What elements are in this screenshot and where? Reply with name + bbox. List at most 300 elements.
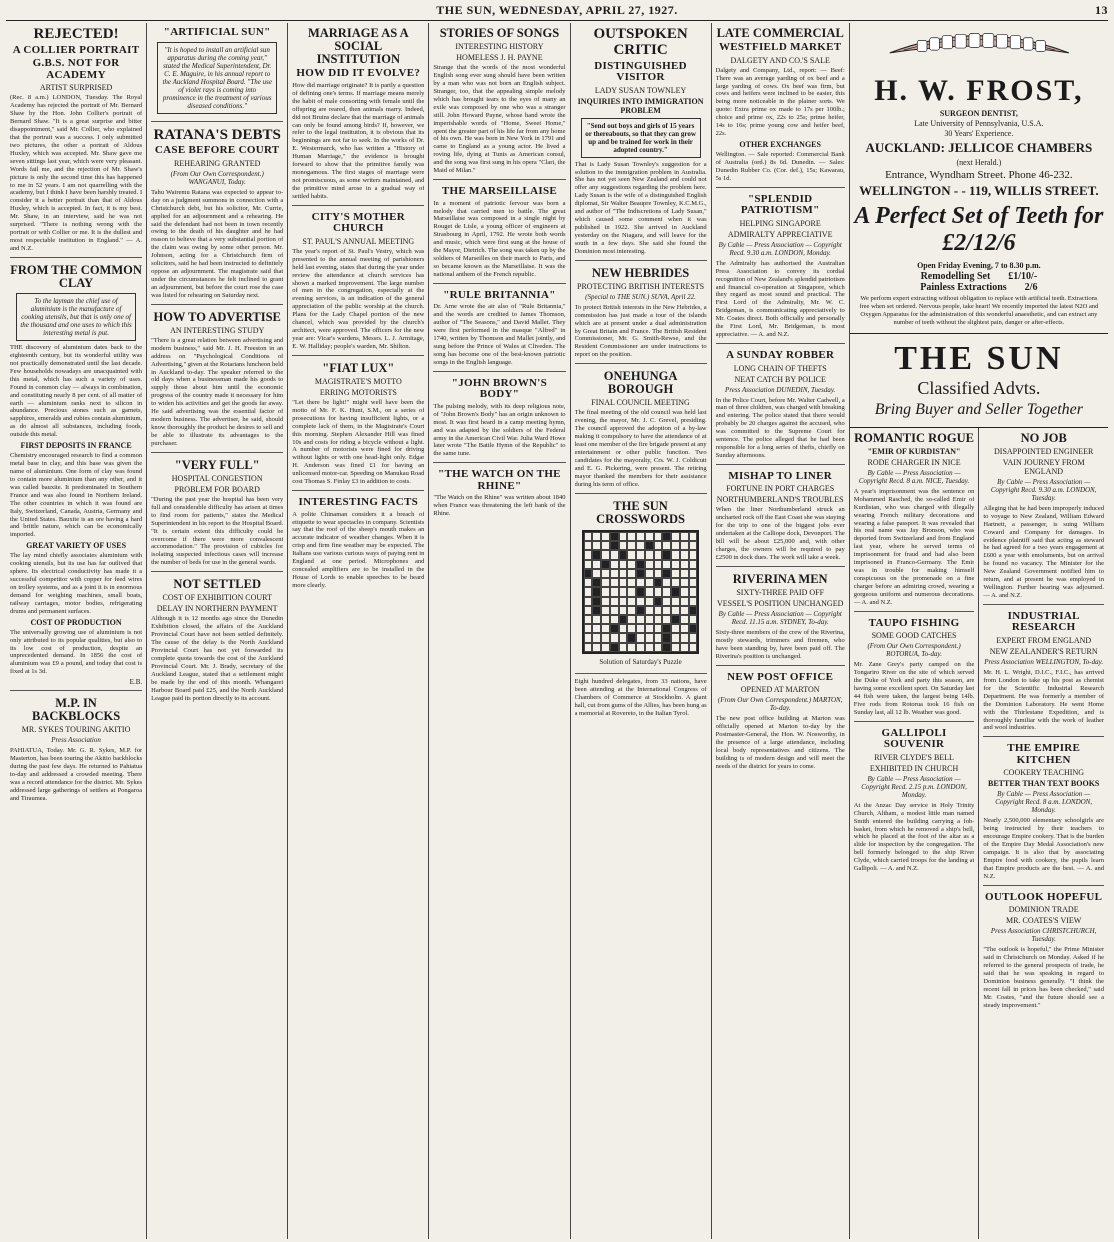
- subheadline: CASE BEFORE COURT: [154, 144, 280, 157]
- article-mother-church: [292, 210, 424, 356]
- crossword-cell: [627, 597, 636, 606]
- headline: ROMANTIC ROGUE: [854, 430, 974, 445]
- subheadline: NEAT CATCH BY POLICE: [734, 374, 826, 384]
- article-body: Strange that the words of the most wonderful English song ever sung should have been written by a man who was not born an English subject. Stranger, too, that the appealing simple melody which has brought tears to the eyes of many an exile was composed by one who was a stranger still. John Howard Payne, whose hand wrote the imperishable words of "Home, Sweet Home," spent the greater part of his life far from any home of his own. He was born in New York in 1791 and came to England as a young actor. He lived a roving life, dying at Tunis as American consul, and the song was first sung in his opera "Clari, the Maid of Milan.": [433, 64, 566, 175]
- byline: Press Association DUNEDIN, Tuesday.: [725, 385, 836, 394]
- crossword-cell: [689, 633, 698, 642]
- crossword-cell: [584, 541, 593, 550]
- crossword-cell: [680, 550, 689, 559]
- page-number: 13: [1095, 2, 1108, 17]
- crossword-cell: [680, 606, 689, 615]
- crossword-cell: [636, 578, 645, 587]
- crossword-cell: [601, 550, 610, 559]
- article-body: "The Watch on the Rhine" was written about 1840 when France was threatening the left bank of the Rhine.: [433, 494, 566, 518]
- subheadline: FORTUNE IN PORT CHARGES: [726, 484, 835, 494]
- crossword-cell: [662, 560, 671, 569]
- article-onehunga: [575, 368, 707, 493]
- price-row: [850, 282, 1108, 293]
- address-entrance: Entrance, Wyndham Street. Phone 46-232.: [885, 169, 1073, 181]
- crossword-cell: [636, 615, 645, 624]
- crossword-black-cell: [601, 560, 610, 569]
- subheadline: NEW ZEALANDER'S RETURN: [989, 646, 1098, 656]
- article-sunday-robber: [716, 348, 845, 465]
- headline: TAUPO FISHING: [868, 616, 960, 629]
- article-body: The Admiralty has authorised the Australian Press Association to convey its cordial recognition of New Zealand's splendid patriotism and financial co-operation at Singapore, which they regard as most sound and practical. The First Lord of the Admiralty, Mr. W. C. Bridgeman, is communicating appreciatively to Mr. Coates direct. Both officially and personally the First Lord, Mr. Bridgeman, is most appreciative. — A. and N.Z.: [715, 259, 845, 339]
- crossword-cell: [654, 633, 663, 642]
- crossword-grid: [582, 530, 700, 654]
- crossword-cell: [601, 624, 610, 633]
- subheadline: HELPING SINGAPORE: [739, 218, 821, 228]
- crossword-black-cell: [636, 606, 645, 615]
- crossword-cell: [627, 541, 636, 550]
- article-body: That is Lady Susan Townley's suggestion for a solution to the immigration problem in Australia. She has not yet seen New Zealand and could not offer any suggestions regarding the problem here. Lady Susan is the wife of a distinguished English diplomat, Sir Walter Beaupre Townley, K.C.M.G., and author of "The Indiscretions of Lady Susan," which caused some comment when it was published in 1922. She arrived in Auckland yesterday on the Niagara, and will leave for the south in a few days. She said she found the Dominion most interesting.: [574, 160, 707, 255]
- crossword-black-cell: [671, 615, 680, 624]
- crossword-cell: [680, 624, 689, 633]
- crossword-cell: [584, 550, 593, 559]
- crossword-cell: [627, 532, 636, 541]
- crossword-black-cell: [619, 550, 628, 559]
- article-body: The pulsing melody, with its deep religious note, of "John Brown's Body" has an origin unknown to most. It was first heard in a camp meeting hymn, and was adapted by the soldiers of the Federal army in the American Civil War. Julia Ward Howe later wrote "The Battle Hymn of the Republic" to the same tune.: [433, 402, 566, 458]
- crossword-black-cell: [627, 633, 636, 642]
- headline: FROM THE COMMON CLAY: [10, 262, 142, 290]
- article-body: A year's imprisonment was the sentence on Mohammed Rasched, the so-called Emir of Kurdistan, who was charged with illegally wearing French military decorations and wearing a false passport. It was revealed that his real name was Jay Bronson, who was deported from Switzerland and from England last year, where he served terms of imprisonment for fraud and had also been imprisoned in Franco-Germany. The Emir was in trouble for making himself conspicuous on the promenade on a fine charger before an admiring crowd, wearing a gorgeous uniform and numerous decorations. — A. and N.Z.: [853, 487, 975, 606]
- crossword-cell: [610, 597, 619, 606]
- column-8: [979, 428, 1108, 1239]
- crossword-cell: [645, 615, 654, 624]
- subheadline: HOW DID IT EVOLVE?: [296, 67, 421, 80]
- headline: MARRIAGE AS A SOCIAL INSTITUTION: [307, 26, 409, 67]
- article-stories-of-songs: [433, 25, 565, 180]
- headline: A SUNDAY ROBBER: [726, 348, 835, 361]
- headline: LATE COMMERCIAL: [716, 26, 844, 40]
- article-industrial-research: [983, 609, 1104, 737]
- headline: "THE WATCH ON THE RHINE": [438, 468, 561, 492]
- crossword-cell: [671, 597, 680, 606]
- article-body: THE discovery of aluminium dates back to the eighteenth century, but its wonderful utility was not practically demonstrated until the last decade. Few households nowadays are unacquainted with this metal, which has such a variety of uses. Found in common clay — always in combination, and constituting nearly 8 per cent. of all matter of earth — aluminium ranks next to silicon in abundance. Precious stones such as garnets, sapphires, emeralds and rubies contain aluminium, as do almost all substances, including foods, outside this metal.: [10, 344, 143, 439]
- crossword-black-cell: [662, 633, 671, 642]
- crossword-black-cell: [636, 569, 645, 578]
- subheadline: COOKERY TEACHING: [1003, 768, 1085, 778]
- price-label: Painless Extractions: [920, 282, 1007, 293]
- headline: THE SUN CROSSWORDS: [596, 498, 686, 526]
- article-taupo-fishing: [854, 616, 975, 722]
- dentist-name: H. W. FROST,: [874, 74, 1084, 107]
- subheadline: MR. SYKES TOURING AKITIO: [21, 725, 131, 735]
- article-john-browns-body: [433, 376, 565, 464]
- address-note: (next Herald.): [956, 158, 1002, 167]
- crossword-black-cell: [689, 606, 698, 615]
- crossword-cell: [689, 541, 698, 550]
- headline: RATANA'S DEBTS: [153, 126, 281, 143]
- subheadline: INQUIRIES INTO IMMIGRATION PROBLEM: [577, 96, 704, 115]
- headline: REJECTED!: [33, 26, 119, 42]
- crossword-cell: [619, 532, 628, 541]
- crossword-cell: [654, 615, 663, 624]
- crossword-cell: [601, 587, 610, 596]
- article-body: (Rec. 8 a.m.) LONDON, Tuesday. The Royal Academy has rejected the portrait of Mr. Bernard Shaw by the Hon. John Collier's portrait of Bernard Shaw. "It is a great surprise and bitter disappointment," said Mr. Collier, who explained that the portrait was a success. I only submitted two pictures, the other a portrait of Aldous Huxley, which was accepted. Mr. Shaw gave me seven sittings last year, which were very pleasant. Words fail me, and the rejection of Mr. Shaw's picture is only the second time this has happened to me in 52 years. I am not quarrelling with the academy, but I think I have been harshly treated. I consider it a better portrait than that of Aldous Huxley, which is accepted. In fact, it is my best. Mr. Shaw, in an interview, said he was not surprised. "There is nothing wrong with the portrait or with Collier or me. It is the dullest and most respectable institution in England." — A. and N.Z.: [10, 94, 143, 252]
- crossword-black-cell: [671, 587, 680, 596]
- article-body: The universally growing use of aluminium is not only attributed to its popular qualities, but also to its low cost of production, despite an unprecedented demand. In 1856 the cost of aluminium was £9 a pound, and today that cost is fixed at 1s 3d.: [10, 628, 143, 676]
- headline: NOT SETTLED: [173, 577, 262, 592]
- crossword-cell: [584, 532, 593, 541]
- signature: E.B.: [129, 678, 143, 687]
- crossword-cell: [619, 569, 628, 578]
- ad-note: We perform expert extracting without obligation to replace with artificial teeth. Extractions free when set ordered. Nervous people, take heart! We recently imported the latest N2O and Oxygen Apparatus for the administration of this wonderful anaesthetic, and can extract any number of teeth without the slightest pain, danger or after-effects.: [859, 295, 1099, 326]
- article-splendid-patriotism: [716, 192, 845, 344]
- crossword-black-cell: [636, 587, 645, 596]
- crossword-cell: [680, 633, 689, 642]
- headline: INDUSTRIAL RESEARCH: [1007, 609, 1080, 634]
- article-new-post-office: [716, 670, 845, 775]
- headline: M.P. IN BACKBLOCKS: [31, 696, 121, 724]
- crossword-cell: [584, 624, 593, 633]
- opening-hours: Open Friday Evening, 7 to 8.30 p.m.: [917, 261, 1041, 270]
- crossword-cell: [627, 560, 636, 569]
- crossword-cell: [654, 624, 663, 633]
- intro-box: "It is hoped to install an artificial sun apparatus during the coming year," stated the Medical Superintendent, Dr. C. E. Maguire, in his annual report to the Auckland Hospital Board. "The use of violet rays is coming into prominence in the treatment of various diseased conditions.": [157, 42, 277, 114]
- crossword-cell: [610, 569, 619, 578]
- crossword-black-cell: [654, 597, 663, 606]
- crossword-cell: [680, 532, 689, 541]
- subheadline: INTERESTING HISTORY: [455, 42, 544, 52]
- subheadline: PROBLEM FOR BOARD: [174, 484, 260, 494]
- crossword-cell: [680, 578, 689, 587]
- headline: "ARTIFICIAL SUN": [163, 26, 271, 38]
- crossword-cell: [645, 633, 654, 642]
- column-4: [429, 23, 570, 1239]
- crossword-black-cell: [662, 643, 671, 652]
- crossword-cell: [662, 615, 671, 624]
- crossword-cell: [601, 606, 610, 615]
- crossword-cell: [680, 597, 689, 606]
- crossword-cell: [627, 643, 636, 652]
- crossword-cell: [601, 633, 610, 642]
- byline: By Cable — Press Association — Copyright Recd. 8 a.m. LONDON, Monday.: [995, 790, 1093, 815]
- crossword-cell: [636, 643, 645, 652]
- article-body: Wellington. — Sale reported: Commercial Bank of Australia (ord.) 8s 6d. Dunedin. — Sales: Dunedin Rubber Co. (Cor. def.), 15s; Kawarau, 5s 1d.: [715, 150, 845, 182]
- column-6: [712, 23, 850, 1239]
- article-outspoken-critic: [575, 25, 707, 261]
- sun-classified-ad: [850, 334, 1108, 428]
- article-body: Sixty-three members of the crew of the Riverina, mostly stewards, trimmers and firemen, who have been standing by, have been paid off. The Riverina's position is unchanged.: [715, 629, 845, 660]
- crossword-cell: [584, 560, 593, 569]
- crossword-black-cell: [610, 643, 619, 652]
- crossword-cell: [689, 597, 698, 606]
- byline: By Cable — Press Association — Copyright Recd. 8 a.m. NICE, Tuesday.: [858, 468, 970, 485]
- crossword-cell: [619, 633, 628, 642]
- price-row: [850, 271, 1108, 282]
- article-body: The new post office building at Marton was officially opened at Marton to-day by the Postmaster-General, the Hon. W. Nosworthy, in the presence of a large attendance, including local body representatives and citizens. The building is of modern design and will meet the needs of the district for years to come.: [715, 715, 845, 770]
- crossword-cell: [680, 541, 689, 550]
- crossword-cell: [636, 550, 645, 559]
- ad-headline: A Perfect Set of Teeth for £2/12/6: [854, 203, 1104, 256]
- masthead-title: THE SUN, WEDNESDAY, APRIL 27, 1927.: [436, 2, 678, 17]
- subheadline: MAGISTRATE'S MOTTO: [314, 376, 402, 386]
- article-body: The lay mind chiefly associates aluminium with cooking utensils, but its use has far outlived that sphere. Its electrical conductivity has made it a successful competitor with copper for feed wires on trolley systems, and as a joint it is in enormous demand for weighing machines, small boats, railway carriages, motor bodies, refrigerating drums and permanent surfaces.: [10, 552, 143, 615]
- section-subhead: COST OF PRODUCTION: [30, 617, 122, 627]
- crossword-black-cell: [662, 550, 671, 559]
- subheadline: COST OF EXHIBITION COURT: [162, 593, 272, 603]
- article-body: "The outlook is hopeful," the Prime Minister said in Christchurch on Monday. Asked if he referred to the general prospects of trade, he said that he was speaking in regard to Dominion business generally. "I think the recent fall in prices has been checked," said Mr. Coates, "and the future should see a steady improvement.": [983, 946, 1104, 1009]
- crossword-cell: [645, 550, 654, 559]
- right-block: [712, 23, 1108, 1239]
- dentures-illustration: [876, 25, 1083, 67]
- article-new-hebrides: [575, 265, 707, 365]
- crossword-cell: [671, 624, 680, 633]
- headline: MISHAP TO LINER: [728, 469, 833, 482]
- byline: (From Our Own Correspondent.) MARTON, To-day.: [717, 696, 843, 713]
- subheadline: EXPERT FROM ENGLAND: [996, 635, 1092, 645]
- crossword-cell: [610, 550, 619, 559]
- subheadline: ERRING MOTORISTS: [319, 387, 397, 397]
- subheadline: G.B.S. NOT FOR ACADEMY: [32, 57, 120, 81]
- crossword-cell: [680, 615, 689, 624]
- crossword-cell: [645, 560, 654, 569]
- crossword-cell: [601, 578, 610, 587]
- article-crosswords: [575, 498, 707, 674]
- byline: By Cable — Press Association — Copyright Recd. 2.15 p.m. LONDON, Monday.: [861, 774, 967, 799]
- crossword-cell: [654, 606, 663, 615]
- crossword-cell: [662, 578, 671, 587]
- crossword-cell: [592, 633, 601, 642]
- section-subhead: OTHER EXCHANGES: [739, 139, 821, 149]
- article-interesting-facts: [292, 495, 424, 594]
- article-body: "During the past year the hospital has been very full and considerable difficulty has arisen at times to find room for patients," states the Medical Superintendent in his report to the Hospital Board. "It is certain extent this difficulty could be overcome if there were more convalescent accommodation." The provision of cubicles for isolating suspected infectious cases will increase the number of beds for use in the general wards.: [151, 495, 284, 567]
- crossword-cell: [645, 597, 654, 606]
- crossword-black-cell: [592, 578, 601, 587]
- pull-quote: "Send out boys and girls of 15 years or thereabouts, so that they can grow up and be trained for work in their adopted country.": [581, 118, 701, 158]
- sun-ad-tagline: Bring Buyer and Seller Together: [874, 400, 1084, 418]
- crossword-cell: [627, 569, 636, 578]
- article-how-to-advertise: [151, 309, 283, 453]
- byline: Press Association CHRISTCHURCH, Tuesday.: [990, 927, 1097, 944]
- article-not-settled: [151, 576, 283, 706]
- article-body: Dr. Arne wrote the air also of "Rule Britannia," and the words are credited to James Thomson, author of "The Seasons," and David Mallet. They were first performed in the masque "Alfred" in 1740, written by Thomson and Mallet jointly, and sung before the Prince of Wales at Cliveden. The song has become one of the best-known patriotic songs in the English language.: [433, 303, 566, 366]
- headline: RIVERINA MEN: [732, 571, 828, 586]
- crossword-cell: [636, 597, 645, 606]
- headline: NO JOB: [1020, 430, 1067, 445]
- crossword-cell: [671, 550, 680, 559]
- headline: STORIES OF SONGS: [439, 26, 560, 40]
- crossword-cell: [592, 532, 601, 541]
- crossword-black-cell: [584, 569, 593, 578]
- crossword-cell: [592, 541, 601, 550]
- column-1: [6, 23, 147, 1239]
- crossword-black-cell: [654, 578, 663, 587]
- subheadline: DISTINGUISHED VISITOR: [594, 59, 687, 84]
- headline: INTERESTING FACTS: [298, 496, 419, 509]
- article-body: Although it is 12 months ago since the Dunedin Exhibition closed, the affairs of the Auckland Provincial Court have not been settled definitely. The cause of the delay is the North Auckland Provincial Court has not yet forwarded its complete quota towards the cost of the Auckland Provincial Court. Mr. J. Brady, secretary of the Auckland League, stated that a settlement might be made by the end of this month. Whangarei Harbour Board paid £25, and the North Auckland League paid its portion directly to its account.: [151, 615, 284, 702]
- crossword-cell: [592, 560, 601, 569]
- article-body: At the Anzac Day service in Holy Trinity Church, Altham, a modest little man named Smith entered the building carrying a fob-basket, from which he removed a ship's bell, which he placed at the foot of the altar as a slide for inspection by the congregation. The bell formerly belonged to the ship River Clyde, which carried troops for the landing at Gallipoli. — A. and N.Z.: [853, 801, 975, 873]
- article-body: In the Police Court, before Mr. Walter Cadwell, a man of three children, was charged with breaking and entering. The police stated that there would probably be 20 charges against the accused, who was committed to the Supreme Court for sentence. The police alleged that he had been responsible for a long series of thefts, chiefly on Sunday afternoons.: [715, 396, 845, 459]
- subheadline: RIVER CLYDE'S BELL: [874, 752, 954, 762]
- crossword-cell: [662, 597, 671, 606]
- price-label: Remodelling Set: [920, 271, 991, 282]
- crossword-black-cell: [592, 597, 601, 606]
- crossword-cell: [671, 578, 680, 587]
- crossword-cell: [584, 643, 593, 652]
- subheadline: A COLLIER PORTRAIT: [12, 43, 140, 56]
- article-mishap-to-liner: [716, 469, 845, 567]
- subheadline: REHEARING GRANTED: [173, 158, 261, 168]
- crossword-cell: [610, 578, 619, 587]
- article-body: PAHIATUA, Today. Mr. G. R. Sykes, M.P. for Masterton, has been touring the Akitio backblocks during the past few days. He returned to Pahiatua to-day and addressed a crowded meeting. There was a record attendance for the district. Mr. Sykes addressed large gatherings of settlers at Pongaroa and Tiraumea.: [10, 747, 143, 802]
- article-body: Dalgety and Company, Ltd., report: — Beef: There was an average yarding of ox beef and a large yarding of cows. Ox beef was firm, but cows and heifers were inclined to be easier, this being more noticeable in the plainer sorts. We quote: Extra prime ox made to 17s per 100lb.; choice and prime ox, 22s to 25s; prime heifer, 14s to 16s; prime young cow and heifer beef, 22s.: [715, 66, 845, 138]
- article-common-clay: [10, 262, 142, 691]
- crossword-cell: [584, 606, 593, 615]
- subheadline: VAIN JOURNEY FROM ENGLAND: [1002, 457, 1085, 476]
- price-value: 2/6: [1024, 282, 1038, 293]
- subheadline: OPENED AT MARTON: [740, 685, 820, 695]
- subheadline: "EMIR OF KURDISTAN": [867, 446, 961, 456]
- column-5: [571, 23, 712, 1239]
- crossword-cell: [619, 606, 628, 615]
- section-subhead: GREAT VARIETY OF USES: [26, 541, 127, 551]
- article-body: To protect British interests in the New Hebrides, a commission has just made a tour of the islands which are at present under a dual administration by Great Britain and France. The British Resident Commissioner, Mr. G. Smith-Rewse, and the Resident Commissioner are under instructions to report on the position.: [574, 303, 707, 359]
- crossword-black-cell: [662, 624, 671, 633]
- subheadline: DOMINION TRADE: [1008, 905, 1079, 915]
- crossword-cell: [645, 532, 654, 541]
- headline: "FIAT LUX": [322, 360, 395, 375]
- byline: Press Association: [51, 736, 101, 745]
- headline: GALLIPOLI SOUVENIR: [881, 726, 947, 751]
- crossword-cell: [671, 560, 680, 569]
- article-rejected: [10, 25, 142, 258]
- crossword-cell: [601, 532, 610, 541]
- headline: NEW HEBRIDES: [591, 265, 690, 280]
- crossword-cell: [592, 643, 601, 652]
- subheadline: DALGETY AND CO.'S SALE: [730, 55, 830, 65]
- crossword-black-cell: [636, 560, 645, 569]
- lower-columns: [850, 428, 1108, 1239]
- intro-box: To the layman the chief use of aluminium is the manufacture of cooking utensils, but that is only one of the thousand and one uses to which this interesting metal is put.: [16, 293, 136, 341]
- article-very-full: [151, 457, 283, 572]
- crossword-cell: [671, 633, 680, 642]
- sun-ad-classified: Classified Advts.: [917, 377, 1041, 398]
- crossword-caption: Solution of Saturday's Puzzle: [599, 657, 682, 666]
- crossword-cell: [610, 615, 619, 624]
- article-empire-kitchen: [983, 741, 1104, 885]
- subheadline: HOSPITAL CONGESTION: [171, 473, 263, 483]
- crossword-cell: [584, 597, 593, 606]
- article-body: Eight hundred delegates, from 33 nations, have been attending at the International Congress of Chambers of Commerce at Stockholm. A giant hall, cut from gums of the Allies, has been hung as a memorial at Rovereto, in the Italian Tyrol.: [574, 677, 707, 717]
- crossword-cell: [636, 532, 645, 541]
- crossword-cell: [610, 606, 619, 615]
- crossword-black-cell: [662, 569, 671, 578]
- crossword-cell: [601, 643, 610, 652]
- headline: THE MARSEILLAISE: [441, 185, 557, 198]
- crossword-cell: [619, 643, 628, 652]
- byline: By Cable — Press Association — Copyright Recd. 11.15 a.m. SYDNEY, To-day.: [718, 610, 842, 627]
- crossword-cell: [654, 569, 663, 578]
- article-body: The year's report of St. Paul's Vestry, which was presented to the annual meeting of parishioners held last evening, states that during the year under review the attendance at church services has shown a marked improvement. The large number of men in the congregation, especially at the evening services, is an indication of the general appreciation of the public worship at the church. Plans for the Lady Chapel portion of the new chancel, which was provided by the church's architect, were approved. The officers for the new year are: Vicar's wardens, Messrs. L. J. Armitage, E. W. Halliday; people's warden, Mr. Shilton.: [292, 247, 425, 350]
- columns-7-8: [850, 23, 1108, 1239]
- crossword-cell: [619, 541, 628, 550]
- headline: "JOHN BROWN'S BODY": [451, 376, 548, 401]
- dentist-title: SURGEON DENTIST,: [939, 109, 1018, 118]
- subheadline: EXHIBITED IN CHURCH: [869, 763, 959, 773]
- article-romantic-rogue: [854, 430, 975, 612]
- headline: THE EMPIRE KITCHEN: [1007, 742, 1081, 766]
- crossword-cell: [584, 578, 593, 587]
- crossword-cell: [654, 532, 663, 541]
- subheadline: MR. COATES'S VIEW: [1006, 916, 1082, 926]
- article-brief: [575, 678, 707, 722]
- article-rule-britannia: [433, 288, 565, 372]
- article-body: A polite Chinaman considers it a breach of etiquette to wear spectacles in company. Scientists say that the roof of the sheep's mouth makes an accurate indicator of weather changes. When it is crisp and firm fine weather may be expected. The Italians use various curious ways of paying rent in England at one period. Microphones and concealed amplifiers are to be installed in the House of Lords to enable speeches to be heard more clearly.: [292, 510, 425, 589]
- article-artificial-sun: [151, 25, 283, 122]
- headline: ONEHUNGA BOROUGH: [603, 369, 678, 397]
- crossword-cell: [592, 624, 601, 633]
- subheadline: RODE CHARGER IN NICE: [867, 457, 961, 467]
- crossword-cell: [680, 643, 689, 652]
- crossword-cell: [584, 587, 593, 596]
- article-body: How did marriage originate? It is partly a question of defining one's terms. If marriage means merely the habit of male consorting with female until the offspring are reared, then animals marry. Indeed, did not Bruins declare that the marriage of animals can only be found among birds? If, however, we refer to the legal institution, it is obvious that its beginnings are not far to seek. In the works of Dr. E. Westermarck, who has written a "History of Human Marriage," the evidence is brought forward to show that the primitive family was monogamous. The first stages of marriage were not promiscuous, as some writers maintained, and the primitive mind arose in a gradual way of settled habits.: [292, 81, 425, 200]
- byline: By Cable — Press Association — Copyright Recd. 9.30 a.m. LONDON, Tuesday.: [990, 477, 1097, 502]
- subheadline: AN INTERESTING STUDY: [170, 325, 265, 335]
- crossword-cell: [662, 606, 671, 615]
- crossword-cell: [619, 560, 628, 569]
- byline: (From Our Own Correspondent.) WANGANUI, Today.: [170, 169, 264, 186]
- crossword-cell: [627, 624, 636, 633]
- headline: HOW TO ADVERTISE: [153, 309, 281, 324]
- headline: OUTLOOK HOPEFUL: [985, 890, 1103, 903]
- crossword-cell: [619, 624, 628, 633]
- crossword-cell: [671, 541, 680, 550]
- subheadline: ARTIST SURPRISED: [39, 83, 113, 93]
- crossword-cell: [601, 615, 610, 624]
- article-body: "There is a great relation between advertising and modern business," said Mr. J. H. Freeston in an address on "Psychological Conditions of Advertising," given at the Rotarians luncheon held in Auckland to-day. The speaker referred to the old days when a businessman made his goods to supply those about him until the economic progress of the country made it necessary for him to widen his activities and get the goods far away. He said advertising was the essential factor of modern business. The advertiser, he said, should know thoroughly the product he desires to sell and be able to illustrate its advantages to the purchaser.: [151, 336, 284, 447]
- crossword-cell: [627, 606, 636, 615]
- article-body: Alleging that he had been improperly induced to voyage to New Zealand, William Edward Hartnett, a passenger, is suing William Coward and Company for damages. In evidence plaintiff said that acting as steward he had agreed for a two years engagement at £600 a year with emoluments, but on arrival he found no vacancy. The Minister for the New Zealand Government notified him to return, and at present he was employed in Wellington. Further hearing was adjourned. — A. and N.Z.: [983, 504, 1104, 599]
- crossword-cell: [689, 550, 698, 559]
- article-riverina-men: [716, 571, 845, 666]
- dentist-experience: 30 Years' Experience.: [944, 129, 1014, 138]
- crossword-cell: [645, 569, 654, 578]
- crossword-cell: [671, 606, 680, 615]
- crossword-cell: [654, 560, 663, 569]
- headline: "RULE BRITANNIA": [443, 288, 556, 301]
- subheadline: NORTHUMBERLAND'S TROUBLES: [716, 495, 844, 505]
- crossword-cell: [619, 597, 628, 606]
- subheadline: LADY SUSAN TOWNLEY: [594, 85, 687, 95]
- crossword-cell: [689, 587, 698, 596]
- crossword-black-cell: [689, 624, 698, 633]
- article-body: In a moment of patriotic fervour was born a melody that carried men to battle. The great Marseillaise was composed in a single night by Rouget de Lisle, a young officer of engineers at Strasbourg in April, 1792. He wrote both words and music, which were first sung at the house of the Mayor, Dietrich. The song was taken up by the soldiers of Marseilles on their march to Paris, and so became known as the Marseillaise. It was the national anthem of the French republic.: [433, 199, 566, 278]
- headline: OUTSPOKEN CRITIC: [593, 26, 688, 58]
- crossword-cell: [610, 560, 619, 569]
- crossword-cell: [671, 643, 680, 652]
- subheadline: ADMIRALTY APPRECIATIVE: [727, 229, 833, 239]
- crossword-cell: [680, 587, 689, 596]
- crossword-cell: [680, 560, 689, 569]
- masthead: [6, 0, 1108, 21]
- crossword-cell: [689, 560, 698, 569]
- crossword-black-cell: [592, 587, 601, 596]
- article-body: Tahu Wairemu Ratana was expected to appear to-day on a judgment summons in connection with a Christchurch debt, but his solicitor, Mr. Currie, applied for an adjournment and a rehearing. He said the defendant had not been in town recently owing to the death of his daughter and he had reason to believe that a very substantial portion of the claim was owing by some other person. Mr. Johnson, acting for a Christchurch firm of solicitors, said he had been instructed to definitely oppose an adjournment. The magistrate said that under the circumstances he felt inclined to grant an adjournment, but before the court rose the case was listed for rehearing on Saturday next.: [151, 188, 284, 299]
- column-3: [288, 23, 429, 1239]
- crossword-cell: [619, 587, 628, 596]
- crossword-cell: [592, 615, 601, 624]
- subheadline: SOME GOOD CATCHES: [871, 631, 957, 641]
- subheadline: LONG CHAIN OF THEFTS: [733, 363, 827, 373]
- address-wellington: WELLINGTON - - 119, WILLIS STREET.: [859, 183, 1099, 198]
- crossword-black-cell: [662, 532, 671, 541]
- crossword-cell: [689, 532, 698, 541]
- crossword-cell: [671, 569, 680, 578]
- crossword-cell: [601, 541, 610, 550]
